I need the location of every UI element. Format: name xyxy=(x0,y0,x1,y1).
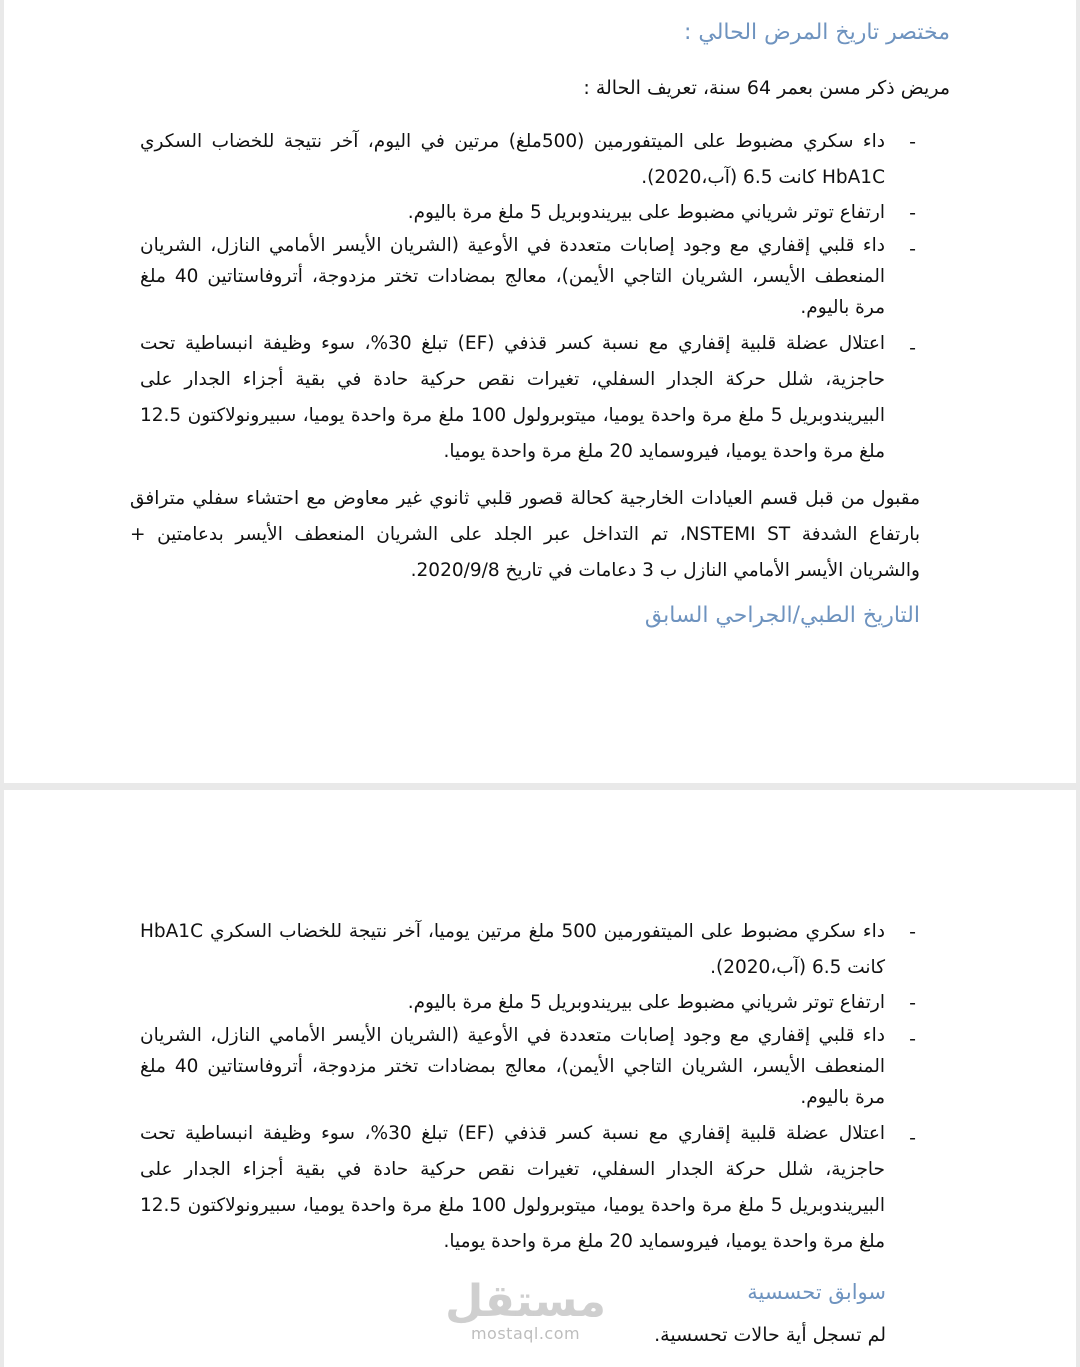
past-history-heading: التاريخ الطبي/الجراحي السابق xyxy=(644,603,920,628)
watermark-url: mostaql.com xyxy=(470,1324,581,1343)
bullet-diabetes: داء سكري مضبوط على الميتفورمين 500 ملغ مرتين يوميا، آخر نتيجة للخضاب السكري HbA1C كانت 6.5 (آب،2020). xyxy=(140,921,885,978)
bullet-marker: - xyxy=(909,992,916,1014)
bullet-marker: - xyxy=(909,1127,916,1149)
bullet-cardiomyopathy: اعتلال عضلة قلبية إقفاري مع نسبة كسر قذفي (EF) تبلغ 30%، سوء وظيفة انبساطية تحت حاجزية، شلل حركة الجدار السفلي، تغيرات نقص حركية حادة في بقية أجزاء الجدار على البيريندوبريل 5 ملغ مرة واحدة يوميا، ميتوبرولول 100 ملغ مرة واحدة يوميا، سبيرونولاكتون 12.5 ملغ مرة واحدة يوميا، فيروسمايد 20 ملغ مرة واحدة يوميا. xyxy=(140,333,886,462)
patient-intro: مريض ذكر مسن بعمر 64 سنة، تعريف الحالة : xyxy=(583,77,950,99)
bullet-marker: - xyxy=(909,337,916,359)
bullet-marker: - xyxy=(909,131,916,153)
bullet-diabetes: داء سكري مضبوط على الميتفورمين (500ملغ) مرتين في اليوم، آخر نتيجة للخضاب السكري HbA1C كانت 6.5 (آب،2020). xyxy=(140,131,885,188)
bullet-marker: - xyxy=(909,921,916,943)
bullet-ischemic-heart-disease: داء قلبي إقفاري مع وجود إصابات متعددة في الأوعية (الشريان الأيسر الأمامي النازل، الشريان المنعطف الأيسر، الشريان التاجي الأيمن)، معالج بمضادات تختر مزدوجة، أتروفاستاتين 40 ملغ مرة باليوم. xyxy=(140,235,885,318)
bullet-marker: - xyxy=(909,202,916,224)
admission-paragraph: مقبول من قبل قسم العيادات الخارجية كحالة قصور قلبي ثانوي غير معاوض مع احتشاء سفلي مترافق بارتفاع الشدفة NSTEMI ST، تم التداخل عبر الجلد على الشريان المنعطف الأيسر بدعامتين + والشريان الأيسر الأمامي النازل ب 3 دعامات في تاريخ 2020/9/8. xyxy=(130,488,921,581)
history-heading: مختصر تاريخ المرض الحالي : xyxy=(683,20,950,45)
bullet-hypertension: ارتفاع توتر شرياني مضبوط على بيريندوبريل 5 ملغ مرة باليوم. xyxy=(407,992,885,1013)
bullet-ischemic-heart-disease: داء قلبي إقفاري مع وجود إصابات متعددة في الأوعية (الشريان الأيسر الأمامي النازل، الشريان المنعطف الأيسر، الشريان التاجي الأيمن)، معالج بمضادات تختر مزدوجة، أتروفاستاتين 40 ملغ مرة باليوم. xyxy=(140,1025,885,1108)
bullet-cardiomyopathy: اعتلال عضلة قلبية إقفاري مع نسبة كسر قذفي (EF) تبلغ 30%، سوء وظيفة انبساطية تحت حاجزية، شلل حركة الجدار السفلي، تغيرات نقص حركية حادة في بقية أجزاء الجدار على البيريندوبريل 5 ملغ مرة واحدة يوميا، ميتوبرولول 100 ملغ مرة واحدة يوميا، سبيرونولاكتون 12.5 ملغ مرة واحدة يوميا، فيروسمايد 20 ملغ مرة واحدة يوميا. xyxy=(140,1123,886,1252)
bullet-hypertension: ارتفاع توتر شرياني مضبوط على بيريندوبريل 5 ملغ مرة باليوم. xyxy=(407,202,885,223)
allergy-text: لم تسجل أية حالات تحسسية. xyxy=(654,1324,886,1346)
bullet-marker: - xyxy=(909,1028,916,1050)
allergy-heading: سوابق تحسسية xyxy=(747,1280,886,1304)
mostaql-watermark xyxy=(445,1276,606,1343)
document-page-1 xyxy=(4,0,1076,783)
bullet-marker: - xyxy=(909,238,916,260)
document-page-2 xyxy=(4,790,1076,1367)
watermark-logo-text: مستقل xyxy=(445,1276,606,1327)
